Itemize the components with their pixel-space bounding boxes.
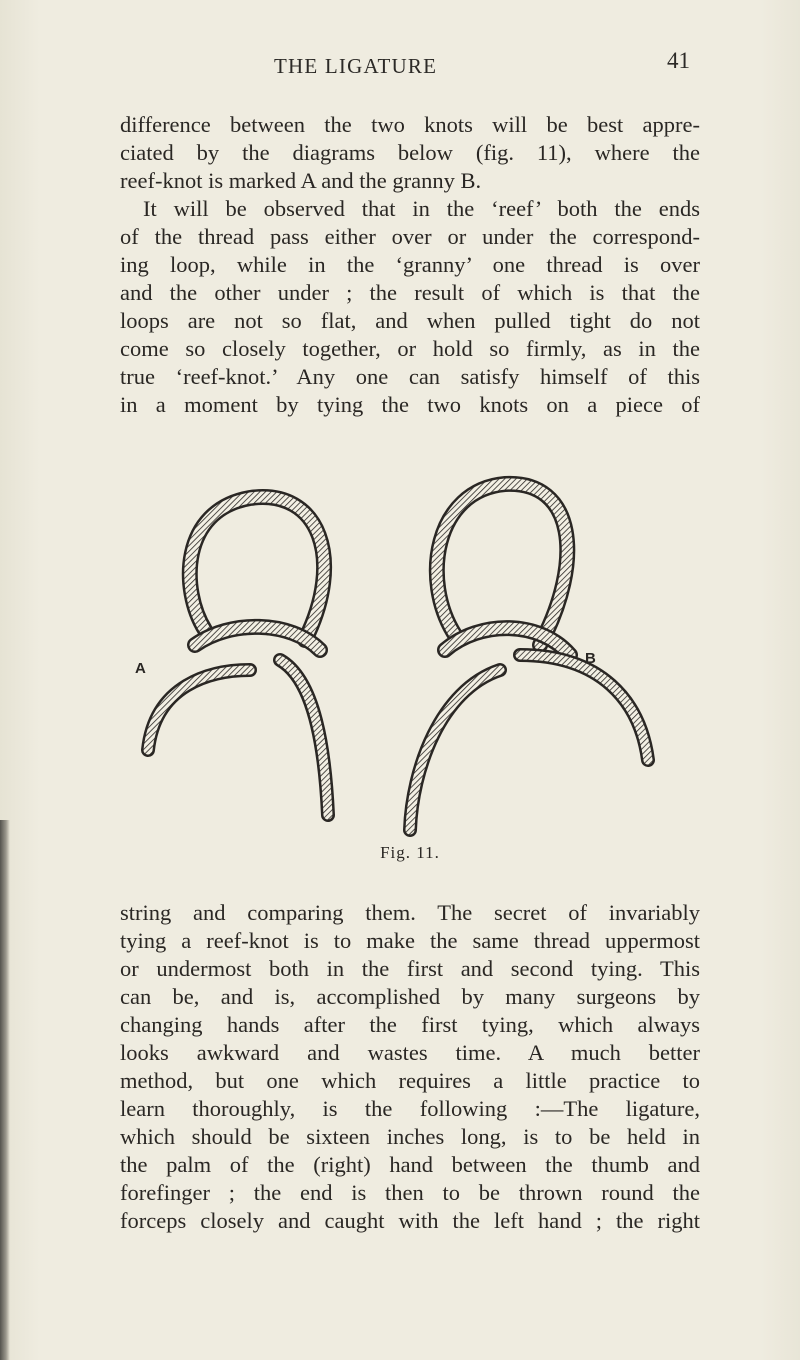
text-line: can be, and is, accomplished by many surgeons by — [120, 984, 700, 1009]
knot-diagram-figure — [100, 470, 740, 850]
text-line: loops are not so flat, and when pulled tight do not — [120, 308, 700, 333]
text-line: It will be observed that in the ‘reef’ both the ends — [143, 196, 700, 221]
text-line: ciated by the diagrams below (fig. 11), where the — [120, 140, 700, 165]
text-line: or undermost both in the first and second tying. This — [120, 956, 700, 981]
label-a: A — [135, 660, 146, 677]
text-line: looks awkward and wastes time. A much better — [120, 1040, 700, 1065]
label-b: B — [585, 650, 596, 667]
text-line: ing loop, while in the ‘granny’ one thread is over — [120, 252, 700, 277]
text-line: tying a reef-knot is to make the same thread uppermost — [120, 928, 700, 953]
text-line: forceps closely and caught with the left hand ; the right — [120, 1208, 700, 1233]
text-line: in a moment by tying the two knots on a piece of — [120, 392, 700, 417]
text-line: true ‘reef-knot.’ Any one can satisfy himself of this — [120, 364, 700, 389]
figure-caption: Fig. 11. — [380, 843, 440, 862]
granny-knot-drawing — [410, 484, 648, 830]
text-line: method, but one which requires a little practice to — [120, 1068, 700, 1093]
text-line: string and comparing them. The secret of invariably — [120, 900, 700, 925]
running-head — [0, 48, 800, 78]
text-line: which should be sixteen inches long, is to be held in — [120, 1124, 700, 1149]
text-line: of the thread pass either over or under the correspond- — [120, 224, 700, 249]
page-number: 41 — [667, 48, 690, 73]
running-title: THE LIGATURE — [274, 54, 438, 78]
text-line: learn thoroughly, is the following :—The ligature, — [120, 1096, 700, 1121]
text-line: changing hands after the first tying, which always — [120, 1012, 700, 1037]
text-line: forefinger ; the end is then to be thrown round the — [120, 1180, 700, 1205]
text-line: reef-knot is marked A and the granny B. — [120, 168, 482, 193]
text-line: come so closely together, or hold so firmly, as in the — [120, 336, 700, 361]
knot-illustration — [100, 470, 740, 850]
page-edge-shadow — [0, 820, 10, 1360]
reef-knot-drawing — [148, 497, 328, 815]
text-line: difference between the two knots will be best appre- — [120, 112, 700, 137]
text-line: the palm of the (right) hand between the thumb and — [120, 1152, 700, 1177]
text-line: and the other under ; the result of which is that the — [120, 280, 700, 305]
